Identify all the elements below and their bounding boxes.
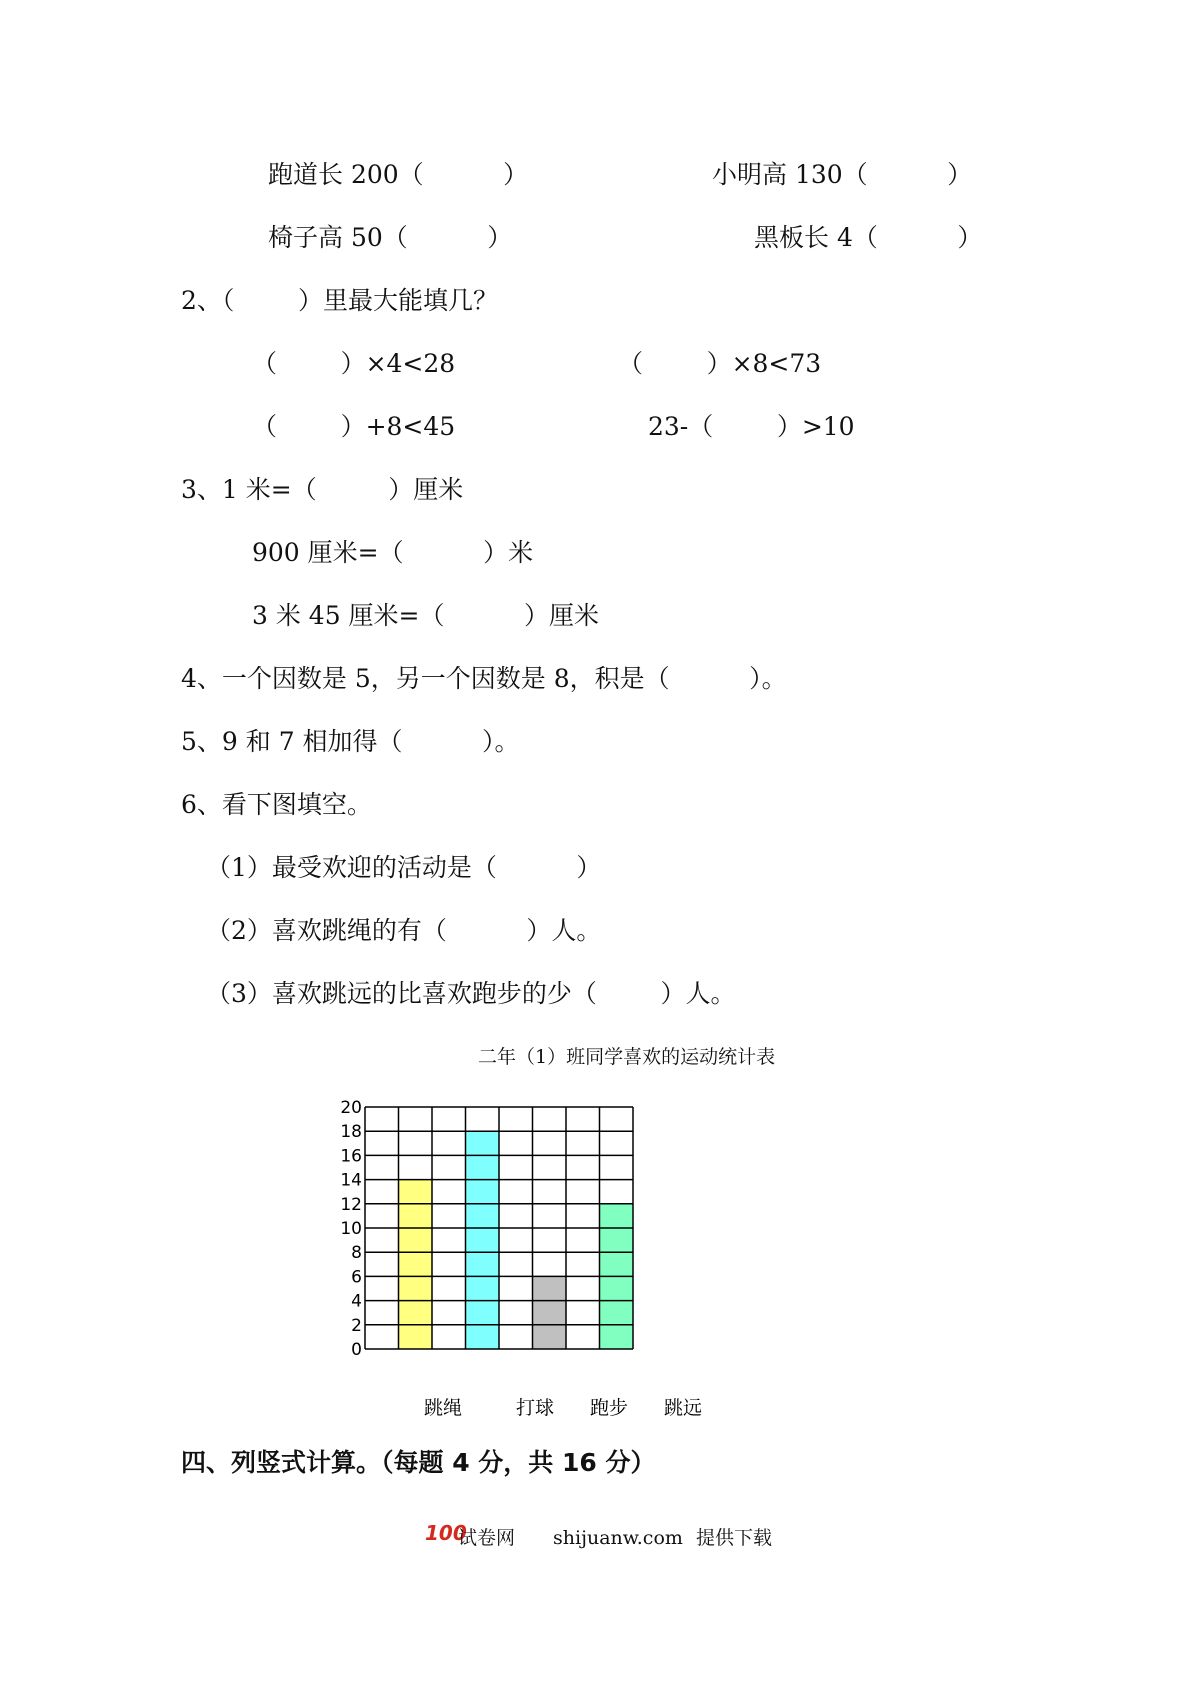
chart-title: 二年（1）班同学喜欢的运动统计表 bbox=[478, 1046, 776, 1068]
y-tick-label: 16 bbox=[340, 1146, 362, 1167]
y-tick-label: 20 bbox=[340, 1098, 362, 1118]
y-tick-label: 12 bbox=[340, 1194, 362, 1215]
y-tick-label: 0 bbox=[351, 1340, 362, 1360]
y-tick-label: 8 bbox=[351, 1243, 362, 1264]
q2-item-d: 23-（ ）>10 bbox=[648, 412, 855, 441]
footer-site-name: 试卷网 bbox=[458, 1527, 516, 1549]
q3-item-b: 900 厘米=（ ）米 bbox=[252, 538, 534, 567]
x-category-label: 打球 bbox=[515, 1397, 555, 1419]
section-4-heading: 四、列竖式计算。（每题 4 分，共 16 分） bbox=[181, 1448, 656, 1477]
q1-row2-left: 椅子高 50（ ） bbox=[268, 223, 513, 252]
y-tick-label: 18 bbox=[340, 1122, 362, 1143]
q5: 5、9 和 7 相加得（ ）。 bbox=[181, 727, 520, 756]
q2-item-a: （ ）×4<28 bbox=[252, 349, 456, 378]
x-category-label: 跳绳 bbox=[423, 1397, 463, 1419]
q3-item-c: 3 米 45 厘米=（ ）厘米 bbox=[252, 601, 599, 630]
bar-chart bbox=[300, 1090, 703, 1430]
y-tick-label: 14 bbox=[340, 1170, 362, 1191]
site-logo: 100 bbox=[425, 1521, 467, 1545]
q2-item-c: （ ）+8<45 bbox=[252, 412, 456, 441]
x-category-label: 跳远 bbox=[663, 1397, 703, 1419]
q1-row1-left: 跑道长 200（ ） bbox=[268, 160, 529, 189]
q3-title: 3、1 米=（ ）厘米 bbox=[181, 475, 464, 504]
y-tick-label: 6 bbox=[351, 1267, 362, 1288]
y-tick-label: 4 bbox=[351, 1291, 362, 1312]
footer-url: shijuanw.com bbox=[553, 1527, 683, 1549]
q6-sub2: （2）喜欢跳绳的有（ ）人。 bbox=[206, 916, 602, 945]
q1-row1-right: 小明高 130（ ） bbox=[712, 160, 973, 189]
q2-title: 2、（ ）里最大能填几？ bbox=[181, 286, 498, 315]
q6-sub3: （3）喜欢跳远的比喜欢跑步的少（ ）人。 bbox=[206, 979, 736, 1008]
q6-sub1: （1）最受欢迎的活动是（ ） bbox=[206, 853, 602, 882]
y-tick-label: 2 bbox=[351, 1315, 362, 1336]
bar-2 bbox=[533, 1276, 567, 1349]
q6-title: 6、看下图填空。 bbox=[181, 790, 372, 819]
q2-item-b: （ ）×8<73 bbox=[618, 349, 822, 378]
q4: 4、一个因数是 5，另一个因数是 8，积是（ ）。 bbox=[181, 664, 787, 693]
bar-0 bbox=[399, 1180, 433, 1349]
bar-1 bbox=[466, 1131, 500, 1349]
x-category-label: 跑步 bbox=[589, 1397, 629, 1419]
q1-row2-right: 黑板长 4（ ） bbox=[754, 223, 983, 252]
footer-note: 提供下载 bbox=[696, 1527, 773, 1549]
y-tick-label: 10 bbox=[340, 1219, 362, 1239]
